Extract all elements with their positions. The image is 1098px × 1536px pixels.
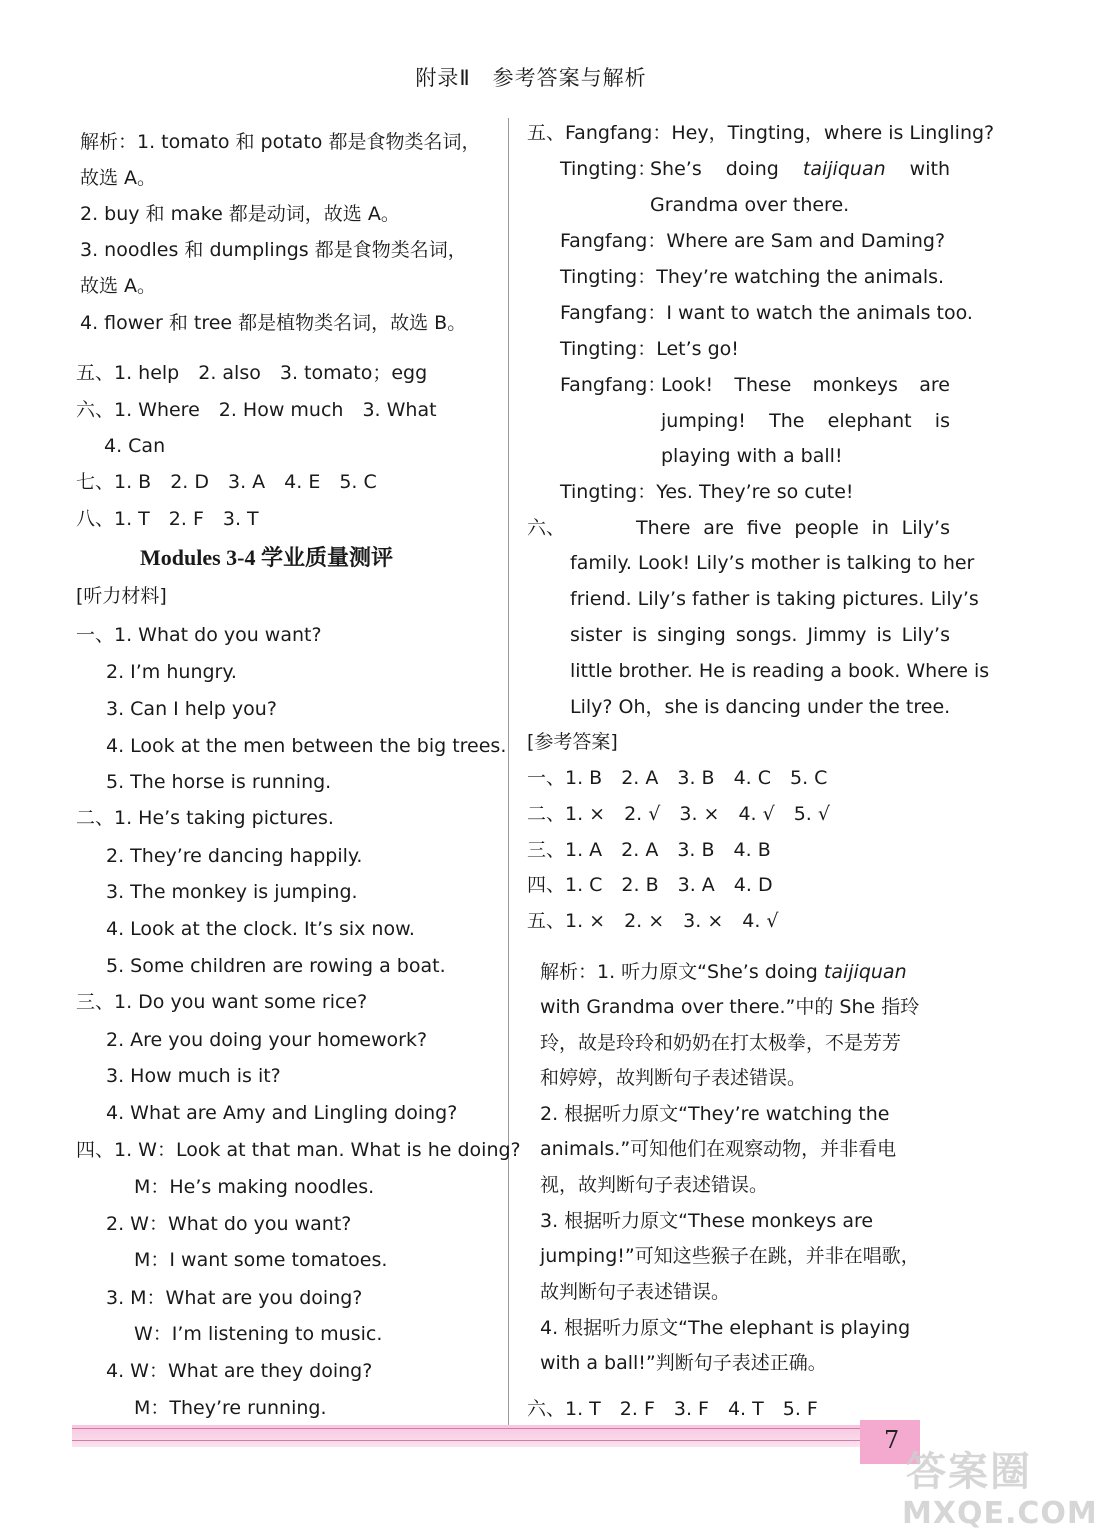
listening-4-4w: 4. W：What are they doing?	[106, 1360, 373, 1382]
listening-3-4: 4. What are Amy and Lingling doing?	[106, 1102, 458, 1124]
listening-4-1w: 四、1. W：Look at that man. What is he doing?	[76, 1139, 521, 1161]
explanation-2b: animals.”可知他们在观察动物，并非看电	[540, 1138, 897, 1160]
word: monkeys	[812, 374, 898, 396]
answers-row-1: 一、1. B 2. A 3. B 4. C 5. C	[527, 767, 828, 789]
watermark-line-1: 答案圈	[906, 1449, 1032, 1495]
analysis-1-cont: 故选 A。	[80, 167, 157, 189]
listening-2-2: 2. They’re dancing happily.	[106, 845, 363, 867]
passage-line-6: Lily? Oh，she is dancing under the tree.	[570, 696, 951, 718]
explanation-1a	[540, 960, 907, 984]
explanation-1a-text: 解析：1. 听力原文“She’s doing	[540, 961, 824, 983]
page-number: 7	[884, 1426, 900, 1454]
passage-line-4: sister is singing songs. Jimmy is Lily’s	[570, 624, 950, 646]
speaker-tingting: Tingting：	[560, 158, 657, 180]
section-5-answers: 五、1. help 2. also 3. tomato；egg	[76, 362, 428, 384]
listening-2-1: 二、1. He’s taking pictures.	[76, 807, 334, 829]
listening-1-1: 一、1. What do you want?	[76, 624, 322, 646]
explanation-1a-italic: taijiquan	[823, 961, 907, 983]
word: jumping!	[661, 410, 746, 432]
listening-1-4: 4. Look at the men between the big trees.	[106, 735, 507, 757]
explanation-3b: jumping!”可知这些猴子在跳，并非在唱歌，	[540, 1245, 920, 1267]
dialogue-line-7-words	[661, 373, 950, 397]
footer-rule-bottom	[72, 1440, 862, 1441]
explanation-3c: 故判断句子表述错误。	[540, 1281, 731, 1303]
dialogue-line-2	[560, 157, 950, 181]
answers-row-6: 六、1. T 2. F 3. F 4. T 5. F	[527, 1398, 818, 1420]
watermark-line-2: MXQE.COM	[902, 1496, 1098, 1531]
word: elephant	[827, 410, 912, 432]
listening-4-3m: 3. M：What are you doing?	[106, 1287, 363, 1309]
word: Look!	[661, 374, 714, 396]
section-6-answers-cont: 4. Can	[104, 435, 166, 457]
listening-1-3: 3. Can I help you?	[106, 698, 277, 720]
passage-label: 六、	[527, 517, 566, 539]
dialogue-line-2-words	[650, 157, 950, 181]
explanation-1c: 玲，故是玲玲和奶奶在打太极拳，不是芳芳	[540, 1032, 902, 1054]
dialogue-line-7-cont	[661, 409, 950, 433]
section-7-answers: 七、1. B 2. D 3. A 4. E 5. C	[76, 471, 377, 493]
listening-2-4: 4. Look at the clock. It’s six now.	[106, 918, 415, 940]
listening-label: [听力材料]	[76, 585, 167, 607]
word: taijiquan	[802, 158, 886, 180]
speaker-fangfang: Fangfang：	[560, 374, 667, 396]
passage-line-3: friend. Lily’s father is taking pictures. Lily’s	[570, 588, 979, 610]
dialogue-line-8: Tingting：Yes. They’re so cute!	[560, 481, 854, 503]
dialogue-line-7-cont2: playing with a ball!	[661, 445, 843, 467]
answers-label: [参考答案]	[527, 731, 618, 753]
section-6-answers: 六、1. Where 2. How much 3. What	[76, 399, 437, 421]
dialogue-line-1: 五、Fangfang：Hey，Tingting，where is Lingling?	[527, 122, 995, 144]
dialogue-line-2-cont: Grandma over there.	[650, 194, 850, 216]
listening-3-2: 2. Are you doing your homework?	[106, 1029, 428, 1051]
watermark	[900, 1440, 1098, 1536]
word: is	[934, 410, 950, 432]
analysis-1: 解析：1. tomato 和 potato 都是食物类名词，	[80, 131, 481, 153]
analysis-3-cont: 故选 A。	[80, 275, 157, 297]
analysis-4: 4. flower 和 tree 都是植物类名词，故选 B。	[80, 312, 467, 334]
answers-row-5: 五、1. × 2. × 3. × 4. √	[527, 910, 779, 932]
footer-rule-top	[72, 1428, 862, 1429]
word: are	[919, 374, 950, 396]
word: doing	[725, 158, 779, 180]
dialogue-line-3: Fangfang：Where are Sam and Daming?	[560, 230, 946, 252]
listening-4-3w: W：I’m listening to music.	[134, 1323, 383, 1345]
page-header: 附录Ⅱ 参考答案与解析	[415, 66, 647, 90]
explanation-2c: 视，故判断句子表述错误。	[540, 1174, 769, 1196]
listening-1-2: 2. I’m hungry.	[106, 661, 237, 683]
passage-line-1: There are five people in Lily’s	[636, 517, 950, 539]
explanation-1b: with Grandma over there.”中的 She 指玲	[540, 996, 920, 1018]
dialogue-line-4: Tingting：They’re watching the animals.	[560, 266, 945, 288]
word: She’s	[650, 158, 702, 180]
explanation-2a: 2. 根据听力原文“They’re watching the	[540, 1103, 890, 1125]
word: The	[769, 410, 805, 432]
passage-line-2: family. Look! Lily’s mother is talking to her	[570, 552, 975, 574]
listening-1-5: 5. The horse is running.	[106, 771, 332, 793]
passage-line-5: little brother. He is reading a book. Where is	[570, 660, 990, 682]
analysis-3: 3. noodles 和 dumplings 都是食物类名词，	[80, 239, 467, 261]
explanation-1d: 和婷婷，故判断句子表述错误。	[540, 1067, 807, 1089]
listening-3-1: 三、1. Do you want some rice?	[76, 991, 368, 1013]
answers-row-3: 三、1. A 2. A 3. B 4. B	[527, 839, 771, 861]
listening-2-3: 3. The monkey is jumping.	[106, 881, 358, 903]
dialogue-line-5: Fangfang：I want to watch the animals too.	[560, 302, 973, 324]
dialogue-line-6: Tingting：Let’s go!	[560, 338, 739, 360]
module-title: Modules 3-4 学业质量测评	[140, 545, 394, 570]
section-8-answers: 八、1. T 2. F 3. T	[76, 508, 259, 530]
explanation-4a: 4. 根据听力原文“The elephant is playing	[540, 1317, 911, 1339]
answers-row-4: 四、1. C 2. B 3. A 4. D	[527, 874, 773, 896]
listening-4-2w: 2. W：What do you want?	[106, 1213, 352, 1235]
explanation-3a: 3. 根据听力原文“These monkeys are	[540, 1210, 874, 1232]
listening-3-3: 3. How much is it?	[106, 1065, 281, 1087]
listening-4-4m: M：They’re running.	[134, 1397, 327, 1419]
explanation-4b: with a ball!”判断句子表述正确。	[540, 1352, 827, 1374]
word: These	[734, 374, 792, 396]
answers-row-2: 二、1. × 2. √ 3. × 4. √ 5. √	[527, 803, 830, 825]
listening-4-1m: M：He’s making noodles.	[134, 1176, 375, 1198]
column-divider	[508, 118, 509, 1436]
analysis-2: 2. buy 和 make 都是动词，故选 A。	[80, 203, 400, 225]
dialogue-line-7	[560, 373, 950, 397]
word: with	[909, 158, 950, 180]
listening-2-5: 5. Some children are rowing a boat.	[106, 955, 446, 977]
listening-4-2m: M：I want some tomatoes.	[134, 1249, 388, 1271]
